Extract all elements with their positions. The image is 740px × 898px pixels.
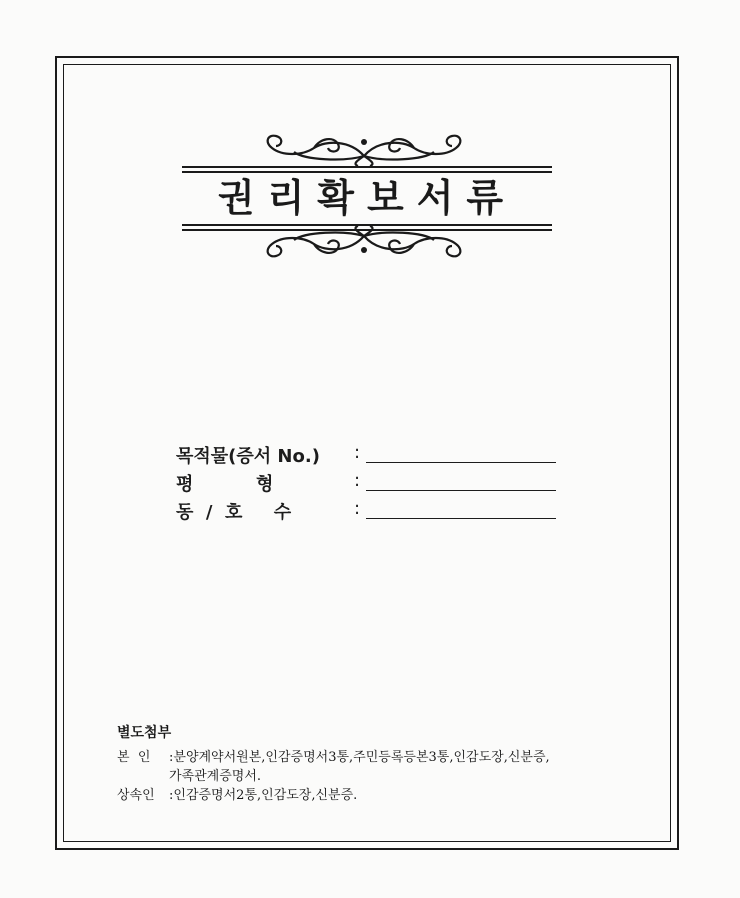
ornament-bottom-icon: [254, 222, 474, 262]
attachment-line-principal: [117, 746, 550, 765]
ornament-top-icon: [254, 130, 474, 170]
attachments-heading: 별도첨부: [117, 725, 172, 741]
field-colon: :: [354, 470, 361, 491]
field-colon: :: [354, 498, 361, 519]
document-title: 권리확보서류: [217, 176, 517, 220]
field-label: 동 / 호 수: [176, 502, 292, 523]
title-rule-top-1: [182, 166, 552, 168]
blank-line: [366, 490, 556, 491]
field-colon: :: [354, 442, 361, 463]
title-rule-top-2: [182, 171, 552, 173]
attachment-items: 가족관계증명서.: [169, 769, 262, 784]
field-label: 목적물(증서 No.): [176, 446, 320, 467]
attachment-party: 상속인: [117, 788, 155, 803]
attachment-line-continued: [169, 765, 261, 784]
attachment-party: 본 인: [117, 750, 151, 765]
field-label: 평 형: [176, 474, 274, 495]
attachment-items: :인감증명서2통,인감도장,신분증.: [169, 788, 358, 803]
blank-line: [366, 462, 556, 463]
blank-line: [366, 518, 556, 519]
attachment-items: :분양계약서원본,인감증명서3통,주민등록등본3통,인감도장,신분증,: [169, 750, 550, 765]
attachment-line-heir: [117, 784, 357, 803]
